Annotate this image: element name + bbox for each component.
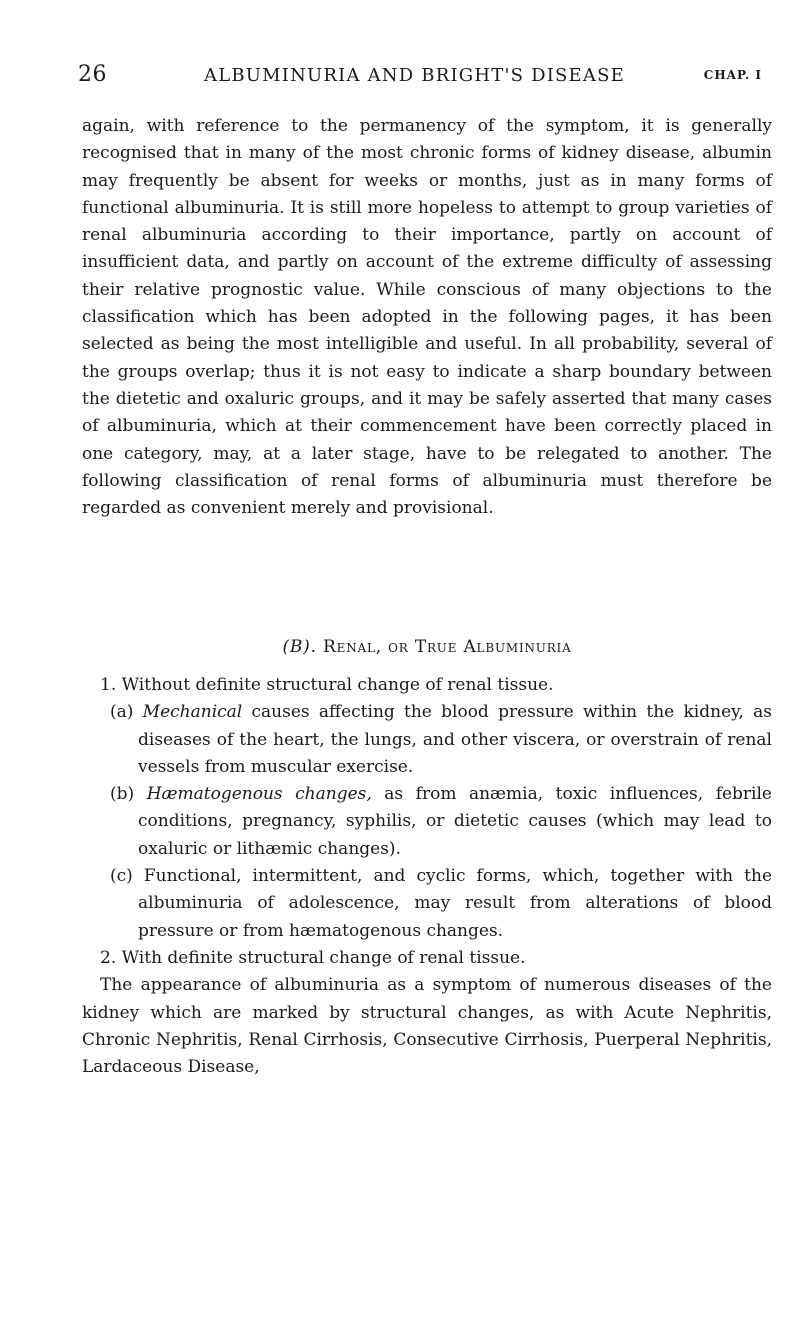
intro-text-block [82, 113, 772, 522]
list-subitem-c [82, 863, 772, 945]
section-heading [82, 637, 772, 657]
subitem-c-text: Functional, intermittent, and cyclic forms, which, together with the albuminuria of adolescence, may result from alterations of blood pressure or from hæmatogenous changes. [138, 866, 773, 941]
running-title: ALBUMINURIA AND BRIGHT'S DISEASE [204, 65, 625, 86]
page-number: 26 [78, 62, 107, 87]
subitem-a-emphasis: Mechanical [142, 702, 243, 723]
subitem-b-marker: (b) [110, 784, 135, 805]
subitem-a-marker: (a) [110, 702, 134, 723]
closing-paragraph: The appearance of albuminuria as a symptom of numerous diseases of the kidney which are marked by structural changes, as with Acute Nephritis, Chronic Nephritis, Renal Cirrhosis, Consecutive Cirrhosis, Puerperal Nephritis, Lardaceous Disease, [82, 975, 772, 1078]
chapter-mark: CHAP. I [703, 68, 762, 82]
subitem-c-marker: (c) [110, 866, 133, 887]
running-head [78, 62, 762, 92]
intro-paragraph: again, with reference to the permanency of the symptom, it is generally recognised that in many of the most chronic forms of kidney disease, albumin may frequently be absent for weeks or months, just as in many forms of functional albuminuria. It is still more hopeless to attempt to group varieties of renal albuminuria according to their importance, partly on account of insufficient data, and partly on account of the extreme difficulty of assessing their relative prognostic value. While conscious of many objections to the classification which has been adopted in the following pages, it has been selected as being the most intelligible and useful. In all probability, several of the groups overlap; thus it is not easy to indicate a sharp boundary between the dietetic and oxaluric groups, and it may be safely asserted that many cases of albuminuria, which at their commencement have been correctly placed in one category, may, at a later stage, have to be relegated to another. The following classification of renal forms of albuminuria must therefore be regarded as convenient merely and provisional. [82, 116, 772, 519]
list-item-1: 1. Without definite structural change of renal tissue. [100, 675, 554, 695]
subitem-a-text: causes affecting the blood pressure within the kidney, as diseases of the heart, the lungs, and other viscera, or overstrain of renal vessels from muscular exercise. [138, 702, 773, 777]
list-subitem-a [82, 699, 772, 781]
subitem-b-emphasis: Hæmatogenous changes, [146, 784, 372, 805]
subitem-b-text: as from anæmia, toxic influences, febrile conditions, pregnancy, syphilis, or dietetic causes (which may lead to oxaluric or lithæmic changes). [138, 784, 772, 859]
list-subitem-b [82, 781, 772, 863]
classification-list [82, 672, 772, 1081]
list-item-2: 2. With definite structural change of renal tissue. [100, 947, 526, 968]
section-title: Renal, or True Albuminuria [323, 637, 572, 657]
section-label: (B). [282, 637, 317, 657]
